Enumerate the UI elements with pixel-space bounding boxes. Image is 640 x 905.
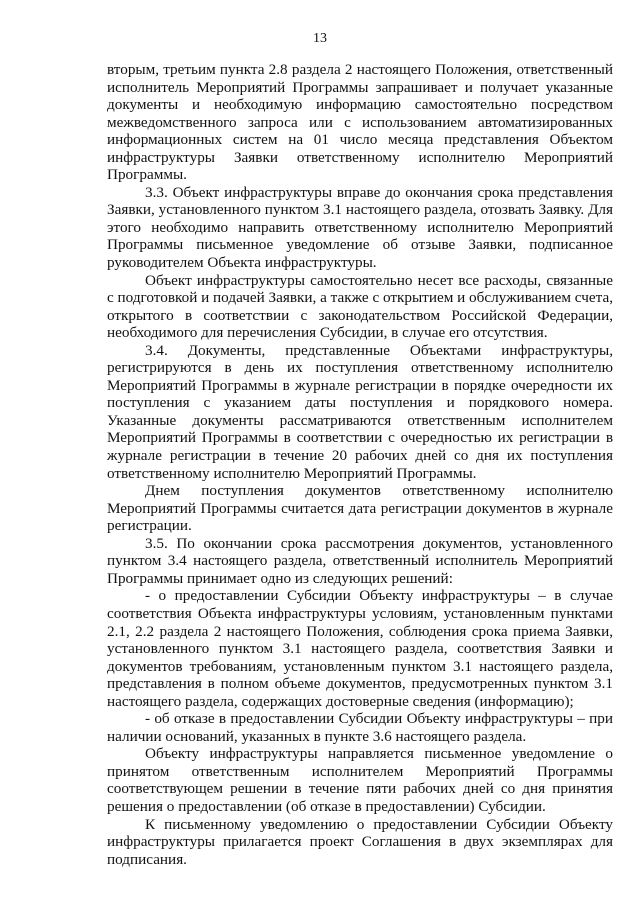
list-item-grant-decision: - о предоставлении Субсидии Объекту инфраструктуры – в случае соответствия Объекта инфраструктуры условиям, установленным пунктами 2.1, 2.2 раздела 2 настоящего Положения, соблюдения срока приема Заявки, установленного пунктом 3.1 настоящего раздела, соответствия Заявки и документов требованиям, установленным пунктом 3.1 настоящего раздела, представления в полном объеме документов, предусмотренных пунктом 3.1 настоящего раздела, содержащих достоверные сведения (информацию); (107, 587, 613, 710)
document-body (107, 61, 613, 868)
paragraph-receipt-date: Днем поступления документов ответственному исполнителю Мероприятий Программы считается дата регистрации документов в журнале регистрации. (107, 482, 613, 535)
page-number: 13 (313, 31, 327, 46)
paragraph-continuation: вторым, третьим пункта 2.8 раздела 2 настоящего Положения, ответственный исполнитель Мероприятий Программы запрашивает и получает указанные документы и необходимую информацию самостоятельно посредством межведомственного запроса или с использованием автоматизированных информационных систем на 01 число месяца представления Объектом инфраструктуры Заявки ответственному исполнителю Мероприятий Программы. (107, 61, 613, 184)
paragraph-3-3: 3.3. Объект инфраструктуры вправе до окончания срока представления Заявки, установленного пунктом 3.1 настоящего раздела, отозвать Заявку. Для этого необходимо направить ответственному исполнителю Мероприятий Программы письменное уведомление об отзыве Заявки, подписанное руководителем Объекта инфраструктуры. (107, 183, 613, 272)
paragraph-notification: Объекту инфраструктуры направляется письменное уведомление о принятом ответственным исполнителем Мероприятий Программы соответствующем решении в течение пяти рабочих дней со дня принятия решения о предоставлении (об отказе в предоставлении) Субсидии. (107, 745, 613, 815)
list-item-refusal-decision: - об отказе в предоставлении Субсидии Объекту инфраструктуры – при наличии оснований, указанных в пункте 3.6 настоящего раздела. (107, 710, 613, 745)
paragraph-agreement-draft: К письменному уведомлению о предоставлении Субсидии Объекту инфраструктуры прилагается проект Соглашения в двух экземплярах для подписания. (107, 815, 613, 868)
paragraph-3-5: 3.5. По окончании срока рассмотрения документов, установленного пунктом 3.4 настоящего раздела, ответственный исполнитель Мероприятий Программы принимает одно из следующих решений: (107, 534, 613, 587)
paragraph-expenses: Объект инфраструктуры самостоятельно несет все расходы, связанные с подготовкой и подачей Заявки, а также с открытием и обслуживанием счета, открытого в соответствии с законодательством Российской Федерации, необходимого для перечисления Субсидии, в случае его отсутствия. (107, 271, 613, 342)
paragraph-3-4: 3.4. Документы, представленные Объектами инфраструктуры, регистрируются в день их поступления ответственному исполнителю Мероприятий Программы в журнале регистрации в порядке очередности их поступления с указанием даты поступления и порядкового номера. Указанные документы рассматриваются ответственным исполнителем Мероприятий Программы в соответствии с очередностью их регистрации в журнале регистрации в течение 20 рабочих дней со дня их поступления ответственному исполнителю Мероприятий Программы. (107, 341, 613, 482)
